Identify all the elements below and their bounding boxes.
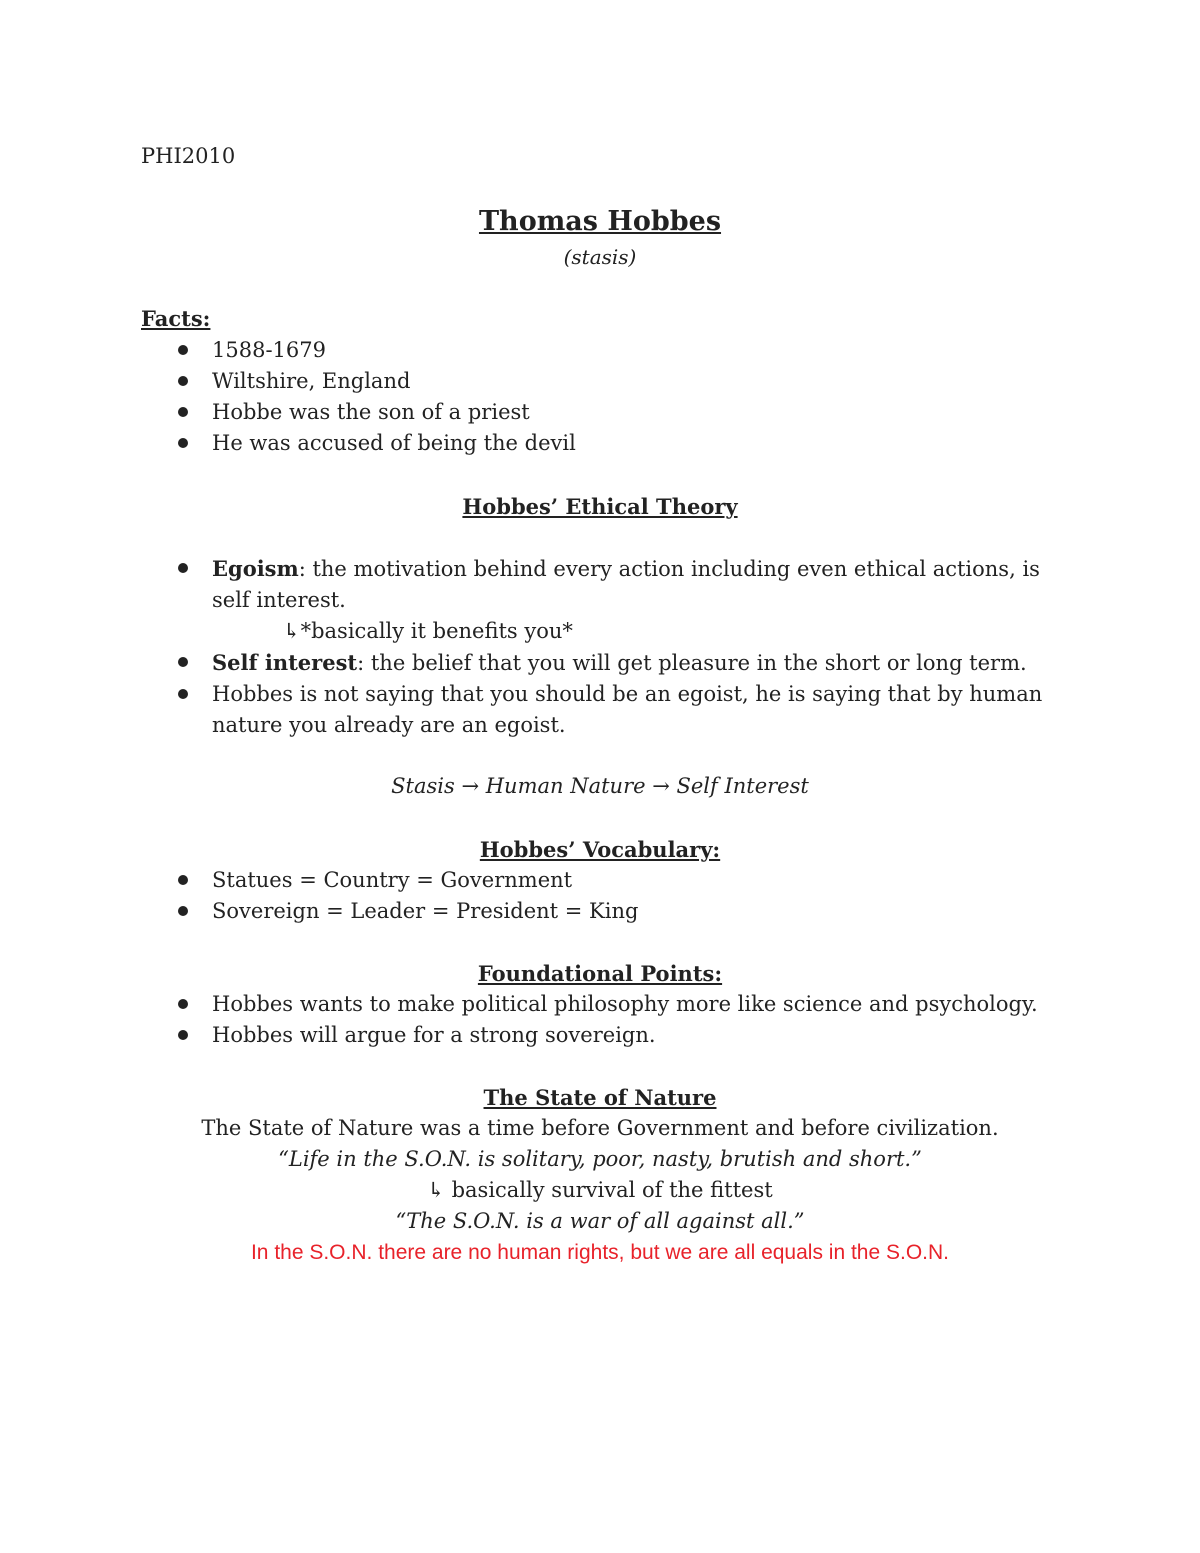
bullet-icon	[178, 407, 188, 417]
list-item	[141, 989, 1061, 1020]
bullet-icon	[178, 906, 188, 916]
fact-text: Hobbe was the son of a priest	[212, 400, 530, 424]
foundational-list	[141, 989, 1061, 1051]
bullet-icon	[178, 563, 188, 573]
egoism-definition: : the motivation behind every action including even ethical actions, is self interest.	[212, 557, 1040, 612]
egoism-term: Egoism	[212, 556, 299, 581]
bullet-icon	[178, 999, 188, 1009]
course-code: PHI2010	[141, 144, 236, 168]
bullet-icon	[178, 438, 188, 448]
fact-text: Wiltshire, England	[212, 369, 411, 393]
state-of-nature-quote: “Life in the S.O.N. is solitary, poor, nasty, brutish and short.”	[278, 1147, 922, 1171]
bullet-icon	[178, 689, 188, 699]
document-title: Thomas Hobbes	[478, 206, 722, 237]
bullet-icon	[178, 345, 188, 355]
vocabulary-list	[141, 865, 1061, 927]
fact-text: He was accused of being the devil	[212, 431, 576, 455]
state-of-nature-highlight: In the S.O.N. there are no human rights, but we are all equals in the S.O.N.	[250, 1241, 950, 1264]
foundational-text: Hobbes will argue for a strong sovereign.	[212, 1023, 656, 1047]
bullet-icon	[178, 875, 188, 885]
foundational-heading: Foundational Points:	[477, 961, 723, 986]
state-of-nature-quote: “The S.O.N. is a war of all against all.”	[395, 1209, 805, 1233]
list-item	[141, 679, 1061, 741]
list-item-note	[141, 616, 1061, 647]
concept-flow: Stasis → Human Nature → Self Interest	[391, 774, 809, 798]
hobbes-egoist-text: Hobbes is not saying that you should be an egoist, he is saying that by human nature you already are an egoist.	[212, 682, 1043, 737]
state-of-nature-heading: The State of Nature	[483, 1085, 717, 1110]
self-interest-definition: : the belief that you will get pleasure in the short or long term.	[357, 651, 1027, 675]
fact-text: 1588-1679	[212, 338, 326, 362]
bullet-icon	[178, 376, 188, 386]
vocabulary-heading: Hobbes’ Vocabulary:	[479, 837, 721, 862]
bullet-icon	[178, 657, 188, 667]
list-item	[141, 553, 1061, 616]
vocabulary-text: Statues = Country = Government	[212, 868, 573, 892]
state-of-nature-note: ↳ basically survival of the fittest	[427, 1178, 773, 1202]
facts-list	[141, 335, 1061, 459]
list-item	[141, 647, 1061, 679]
list-item	[141, 366, 1061, 397]
foundational-text: Hobbes wants to make political philosophy more like science and psychology.	[212, 992, 1038, 1016]
state-of-nature-definition: The State of Nature was a time before Government and before civilization.	[201, 1116, 999, 1140]
list-item	[141, 865, 1061, 896]
bullet-icon	[178, 1030, 188, 1040]
list-item	[141, 397, 1061, 428]
document-subtitle: (stasis)	[563, 245, 637, 269]
list-item	[141, 335, 1061, 366]
facts-heading: Facts:	[141, 306, 211, 331]
list-item	[141, 1020, 1061, 1051]
list-item	[141, 428, 1061, 459]
ethical-theory-heading: Hobbes’ Ethical Theory	[462, 494, 738, 519]
self-interest-term: Self interest	[212, 650, 358, 675]
egoism-note: ↳*basically it benefits you*	[283, 619, 573, 643]
ethical-theory-list	[141, 553, 1061, 741]
list-item	[141, 896, 1061, 927]
vocabulary-text: Sovereign = Leader = President = King	[212, 899, 639, 923]
